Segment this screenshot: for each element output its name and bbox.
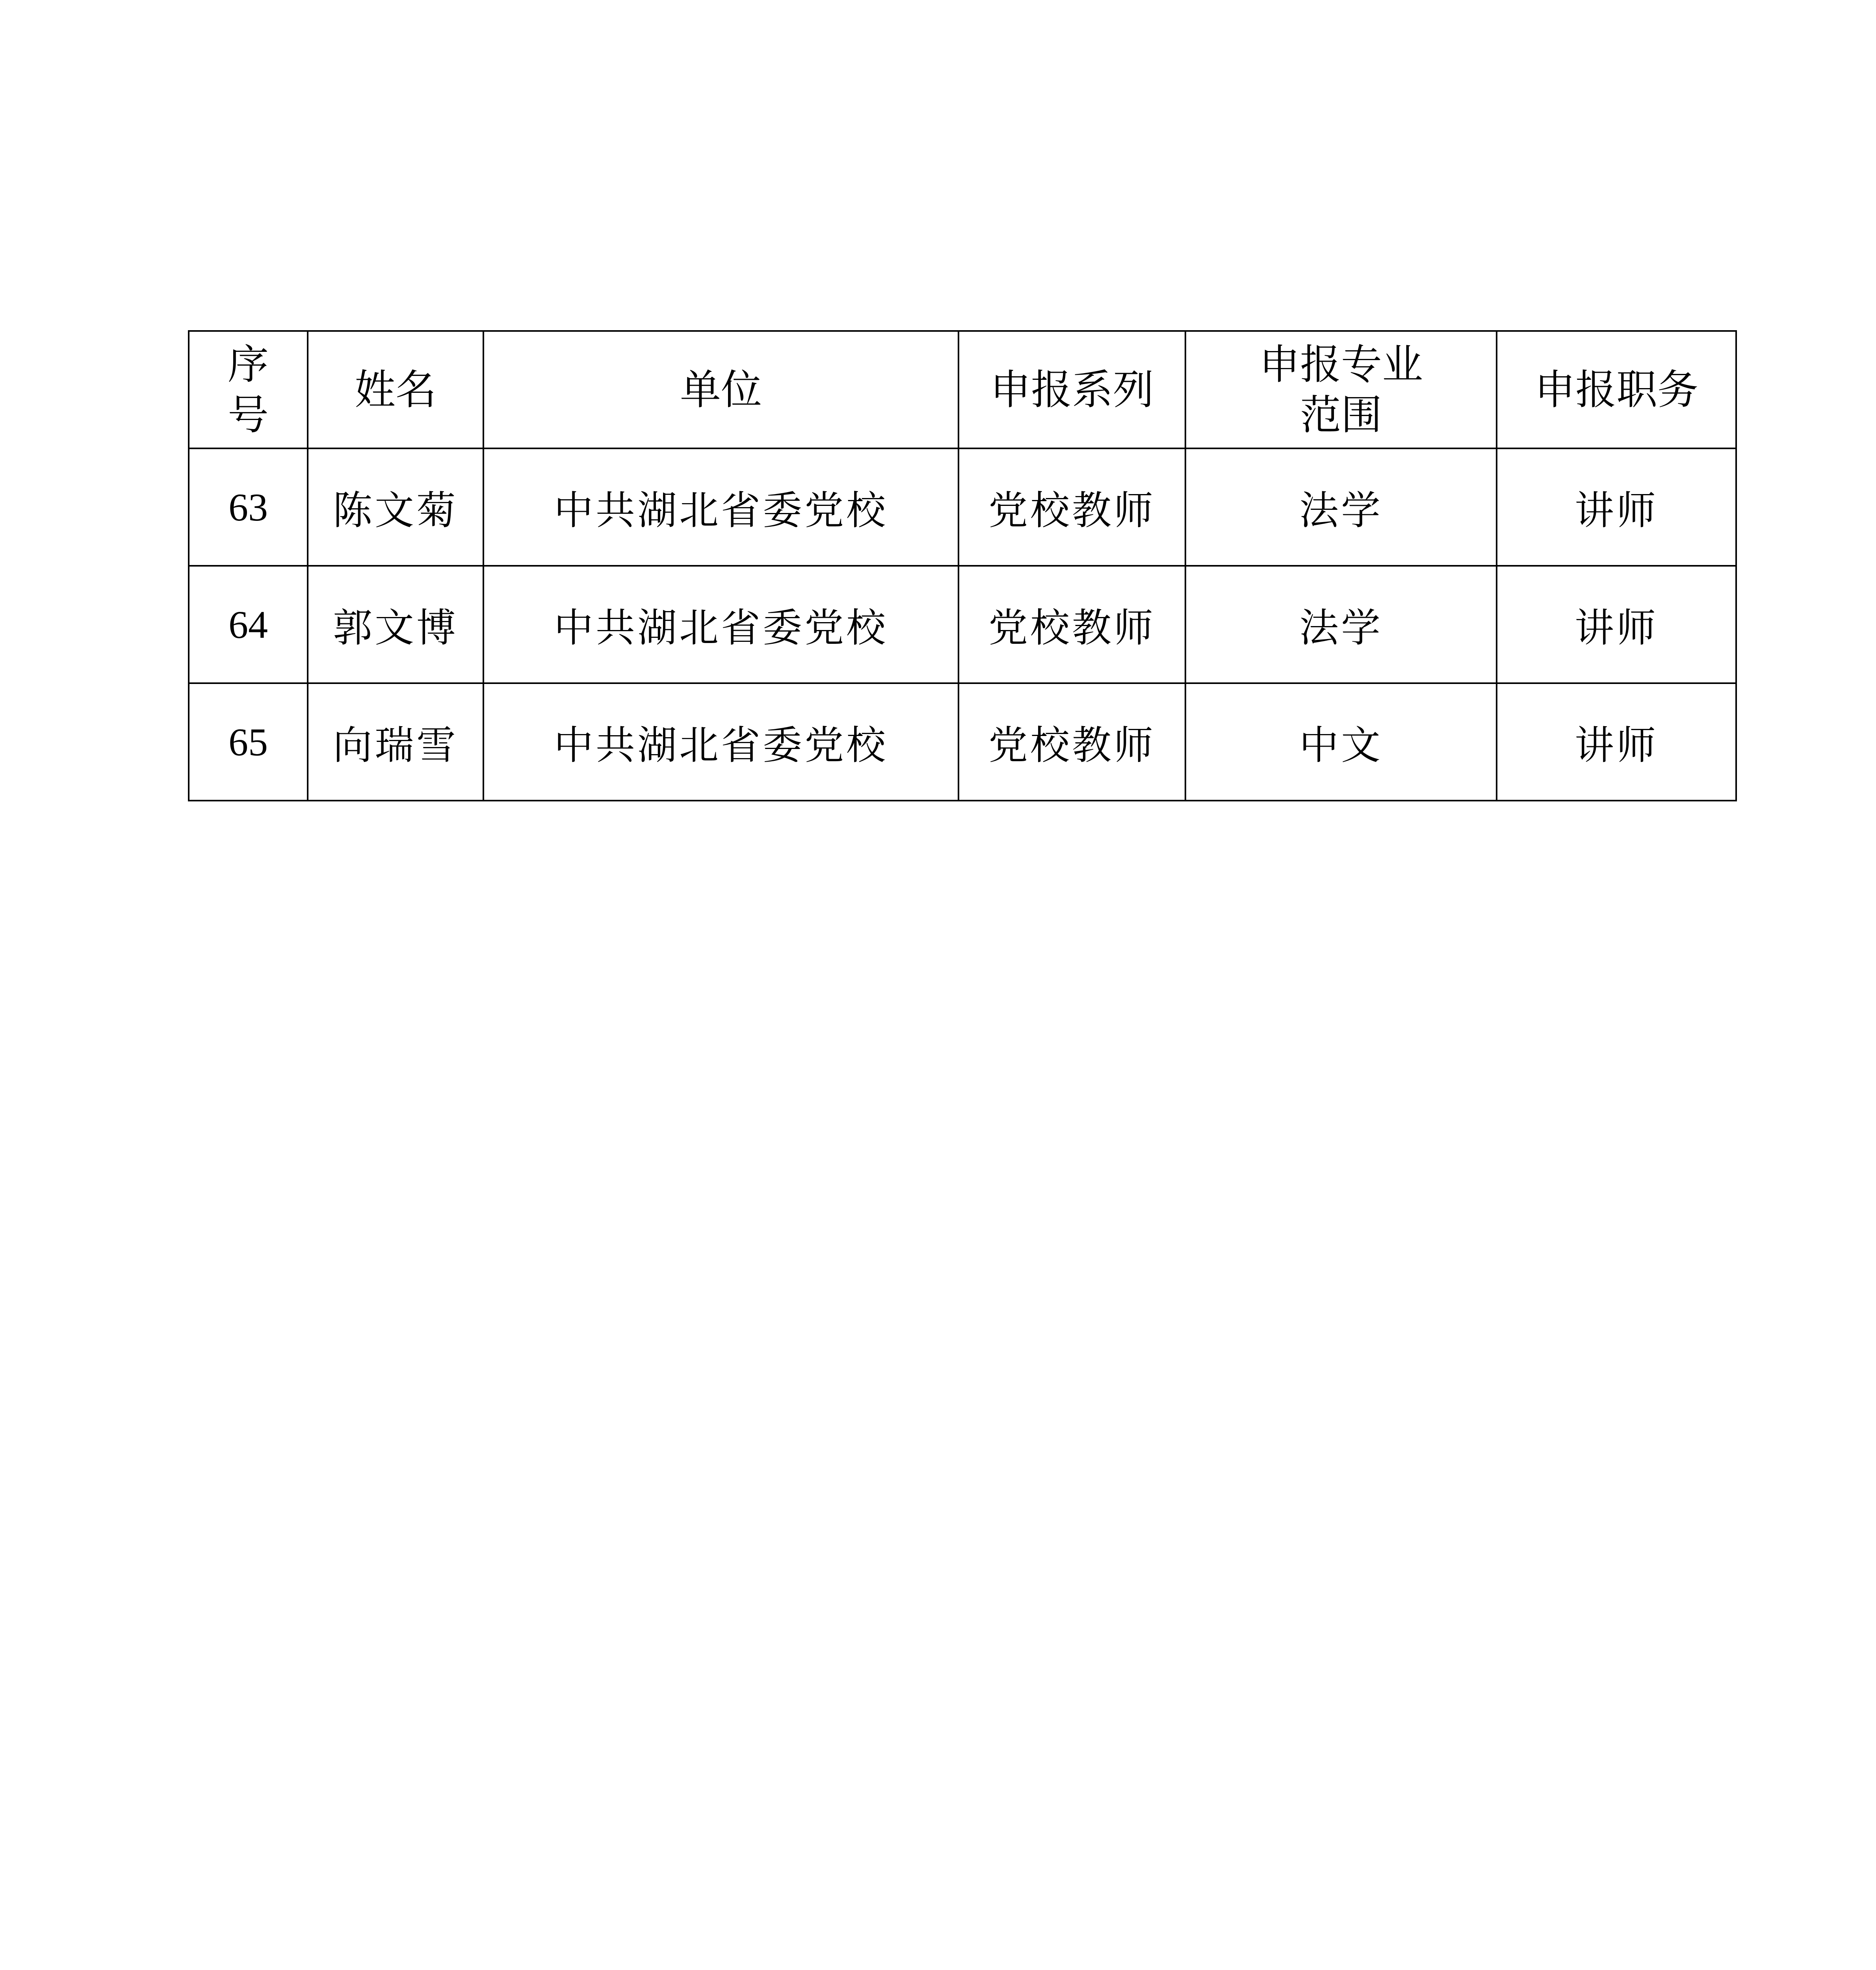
table-row: [189, 448, 1736, 566]
cell-position: 讲师: [1497, 448, 1736, 566]
table-row: [189, 683, 1736, 801]
cell-specialty-scope: 法学: [1185, 448, 1497, 566]
cell-unit: 中共湖北省委党校: [483, 566, 958, 683]
cell-series: 党校教师: [958, 448, 1185, 566]
cell-serial-number: 65: [189, 683, 308, 801]
table-row: [189, 566, 1736, 683]
cell-serial-number: 64: [189, 566, 308, 683]
header-name: 姓名: [308, 331, 483, 448]
header-series: 申报系列: [958, 331, 1185, 448]
cell-name: 郭文博: [308, 566, 483, 683]
cell-series: 党校教师: [958, 566, 1185, 683]
cell-series: 党校教师: [958, 683, 1185, 801]
table-header-row: [189, 331, 1736, 448]
cell-specialty-scope: 法学: [1185, 566, 1497, 683]
cell-specialty-scope: 中文: [1185, 683, 1497, 801]
cell-position: 讲师: [1497, 683, 1736, 801]
header-serial-number: 序 号: [189, 331, 308, 448]
cell-name: 陈文菊: [308, 448, 483, 566]
header-position: 申报职务: [1497, 331, 1736, 448]
cell-serial-number: 63: [189, 448, 308, 566]
cell-position: 讲师: [1497, 566, 1736, 683]
header-unit: 单位: [483, 331, 958, 448]
cell-name: 向瑞雪: [308, 683, 483, 801]
cell-unit: 中共湖北省委党校: [483, 683, 958, 801]
cell-unit: 中共湖北省委党校: [483, 448, 958, 566]
header-specialty-scope: 申报专业 范围: [1185, 331, 1497, 448]
applicant-table: [188, 330, 1737, 801]
